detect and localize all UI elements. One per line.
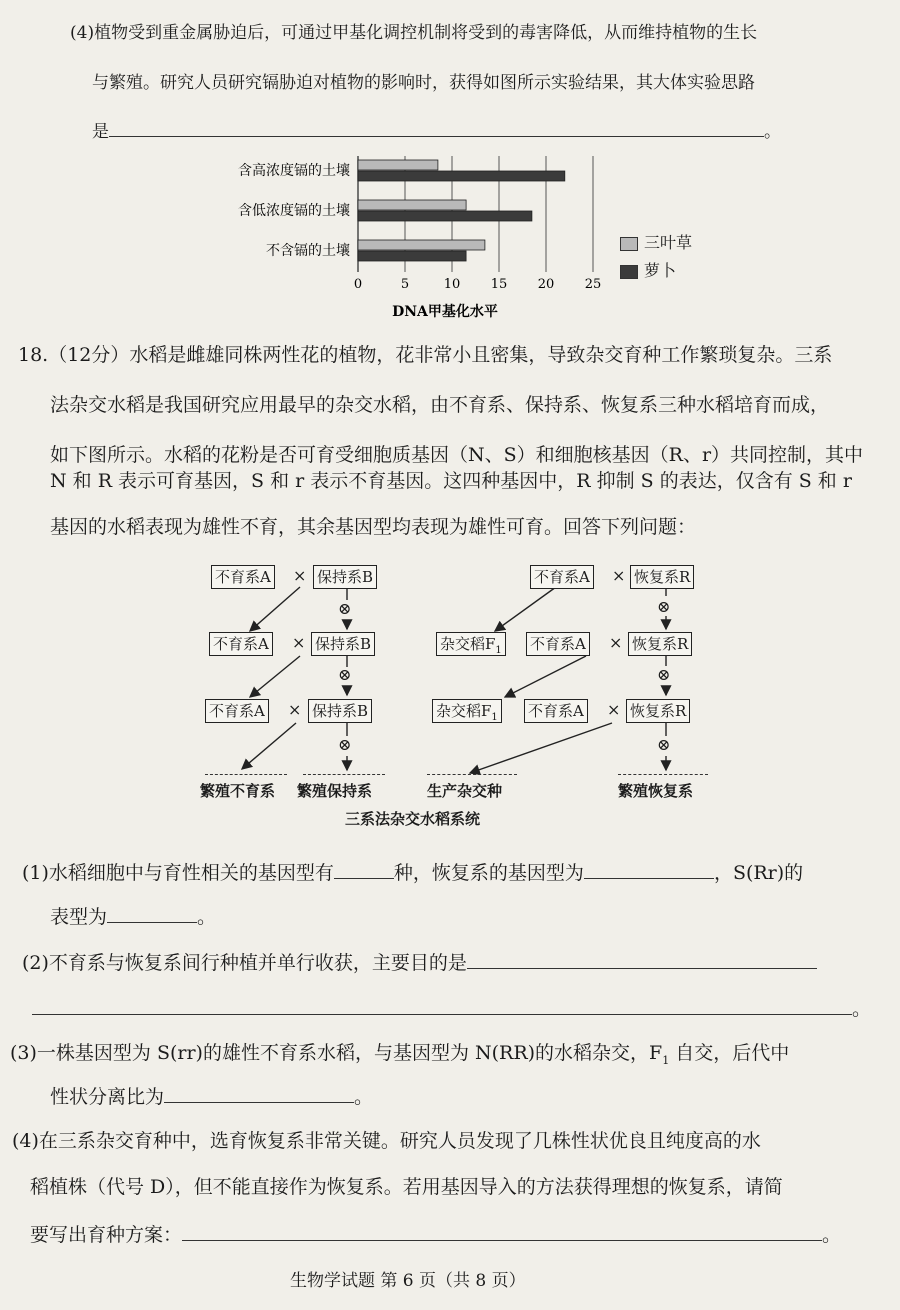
q18-3-line2 xyxy=(50,1084,373,1108)
q18-4-text-end: 。 xyxy=(822,1224,842,1246)
chart-category-label: 含高浓度镉的土壤 xyxy=(238,163,350,179)
cross-symbol: × xyxy=(609,633,623,652)
page-footer: 生物学试题 第 6 页（共 8 页） xyxy=(290,1271,526,1291)
q18-3-text-a: (3)一株基因型为 S(rr)的雄性不育系水稻，与基因型为 N(RR)的水稻杂交，F xyxy=(10,1042,663,1064)
chart-x-tick-label: 0 xyxy=(353,277,363,292)
output-produce-hybrid: 生产杂交种 xyxy=(427,782,503,800)
cross-symbol: × xyxy=(607,700,621,719)
cross-symbol: × xyxy=(292,633,306,652)
self-symbol: ⊗ xyxy=(657,665,671,684)
q18-intro-line5: 基因的水稻表现为雄性不育，其余基因型均表现为雄性可育。回答下列问题： xyxy=(50,516,697,538)
sterile-a-box: 不育系A xyxy=(209,632,273,656)
q18-intro-line2: 法杂交水稻是我国研究应用最早的杂交水稻，由不育系、保持系、恢复系三种水稻培育而成， xyxy=(50,394,830,416)
q18-2-blank-2[interactable] xyxy=(32,996,852,1015)
self-symbol: ⊗ xyxy=(338,665,352,684)
hybrid-label: 杂交稻F xyxy=(436,702,492,720)
q18-2-blank-1[interactable] xyxy=(467,950,817,969)
chart-x-tick-label: 25 xyxy=(584,277,602,292)
q17-4-line3-prefix: 是 xyxy=(92,122,109,142)
chart-x-tick-label: 5 xyxy=(400,277,410,292)
maintainer-b-box: 保持系B xyxy=(308,699,372,723)
restorer-r-box: 恢复系R xyxy=(630,565,694,589)
cross-symbol: × xyxy=(288,700,302,719)
restorer-r-box: 恢复系R xyxy=(628,632,692,656)
chart-x-tick-label: 10 xyxy=(443,277,461,292)
output-dash xyxy=(427,774,517,775)
sterile-a-box: 不育系A xyxy=(211,565,275,589)
q18-4-line3 xyxy=(30,1222,841,1246)
q18-1-text-b: 种，恢复系的基因型为 xyxy=(393,862,584,884)
q17-4-line2: 与繁殖。研究人员研究镉胁迫对植物的影响时，获得如图所示实验结果，其大体实验思路 xyxy=(92,73,755,93)
chart-x-tick-label: 15 xyxy=(490,277,508,292)
self-symbol: ⊗ xyxy=(338,599,352,618)
q18-4-line2: 稻植株（代号 D），但不能直接作为恢复系。若用基因导入的方法获得理想的恢复系，请简 xyxy=(30,1176,783,1198)
q18-2-line1 xyxy=(22,950,817,974)
hybrid-subscript: 1 xyxy=(495,645,502,656)
q18-intro-line3: 如下图所示。水稻的花粉是否可育受细胞质基因（N、S）和细胞核基因（R、r）共同控制，其中 xyxy=(50,444,864,466)
q18-1-text-e: 。 xyxy=(197,906,217,928)
q18-1-blank-phenotype[interactable] xyxy=(107,904,197,923)
q18-2-text-b: 。 xyxy=(852,998,872,1020)
cross-symbol: × xyxy=(612,566,626,585)
sterile-a-box: 不育系A xyxy=(205,699,269,723)
q18-2-text-a: (2)不育系与恢复系间行种植并单行收获，主要目的是 xyxy=(22,952,467,974)
q18-3-text-c: 。 xyxy=(354,1086,374,1108)
output-breed-restorer: 繁殖恢复系 xyxy=(618,782,694,800)
q18-1-text-a: (1)水稻细胞中与育性相关的基因型有 xyxy=(22,862,334,884)
maintainer-b-box: 保持系B xyxy=(311,632,375,656)
output-breed-sterile: 繁殖不育系 xyxy=(200,782,276,800)
restorer-r-box: 恢复系R xyxy=(626,699,690,723)
chart-x-label: DNA甲基化水平 xyxy=(392,304,498,320)
sterile-a-box: 不育系A xyxy=(524,699,588,723)
q18-3-text-a2: 自交，后代中 xyxy=(669,1042,790,1064)
hybrid-f1-box xyxy=(436,632,506,656)
chart-category-label: 不含镉的土壤 xyxy=(266,243,350,259)
q18-4-line1: (4)在三系杂交育种中，选育恢复系非常关键。研究人员发现了几株性状优良且纯度高的水 xyxy=(12,1130,761,1152)
q17-4-line3-end: 。 xyxy=(764,122,781,142)
sterile-a-box: 不育系A xyxy=(526,632,590,656)
q18-intro-line4: N 和 R 表示可育基因，S 和 r 表示不育基因。这四种基因中，R 抑制 S 的表达，仅含有 S 和 r xyxy=(50,470,852,492)
q18-3-blank-ratio[interactable] xyxy=(164,1084,354,1103)
output-dash xyxy=(205,774,287,775)
chart-category-label: 含低浓度镉的土壤 xyxy=(238,203,350,219)
q18-1-line2 xyxy=(50,904,216,928)
q18-3-line1 xyxy=(10,1042,789,1072)
diagram-caption: 三系法杂交水稻系统 xyxy=(345,810,481,828)
q18-3-text-b: 性状分离比为 xyxy=(50,1086,165,1108)
hybrid-subscript: 1 xyxy=(491,712,498,723)
output-breed-maintainer: 繁殖保持系 xyxy=(297,782,373,800)
q18-1-blank-genotype[interactable] xyxy=(584,860,714,879)
maintainer-b-box: 保持系B xyxy=(313,565,377,589)
self-symbol: ⊗ xyxy=(338,735,352,754)
legend-label-radish: 萝卜 xyxy=(644,261,677,280)
q18-1-blank-count[interactable] xyxy=(334,860,394,879)
output-dash xyxy=(303,774,385,775)
q18-1-text-c: ，S(Rr)的 xyxy=(713,862,804,884)
output-dash xyxy=(618,774,708,775)
q18-4-blank-plan[interactable] xyxy=(182,1222,822,1241)
hybrid-f1-box xyxy=(432,699,502,723)
q18-1-text-d: 表型为 xyxy=(50,906,108,928)
sterile-a-box: 不育系A xyxy=(530,565,594,589)
q18-intro-line1: 18.（12分）水稻是雌雄同株两性花的植物，花非常小且密集，导致杂交育种工作繁琐复杂。三系 xyxy=(18,344,833,366)
q18-3-subscript: 1 xyxy=(662,1053,670,1067)
self-symbol: ⊗ xyxy=(657,735,671,754)
self-symbol: ⊗ xyxy=(657,597,671,616)
q18-4-text-prefix: 要写出育种方案： xyxy=(30,1224,183,1246)
legend-label-clover: 三叶草 xyxy=(644,233,693,252)
hybrid-label: 杂交稻F xyxy=(440,635,496,653)
q18-2-line2 xyxy=(32,996,871,1020)
q17-4-line1: (4)植物受到重金属胁迫后，可通过甲基化调控机制将受到的毒害降低，从而维持植物的生长 xyxy=(70,23,758,43)
chart-x-tick-label: 20 xyxy=(537,277,555,292)
cross-symbol: × xyxy=(293,566,307,585)
q18-1-line1 xyxy=(22,860,803,884)
